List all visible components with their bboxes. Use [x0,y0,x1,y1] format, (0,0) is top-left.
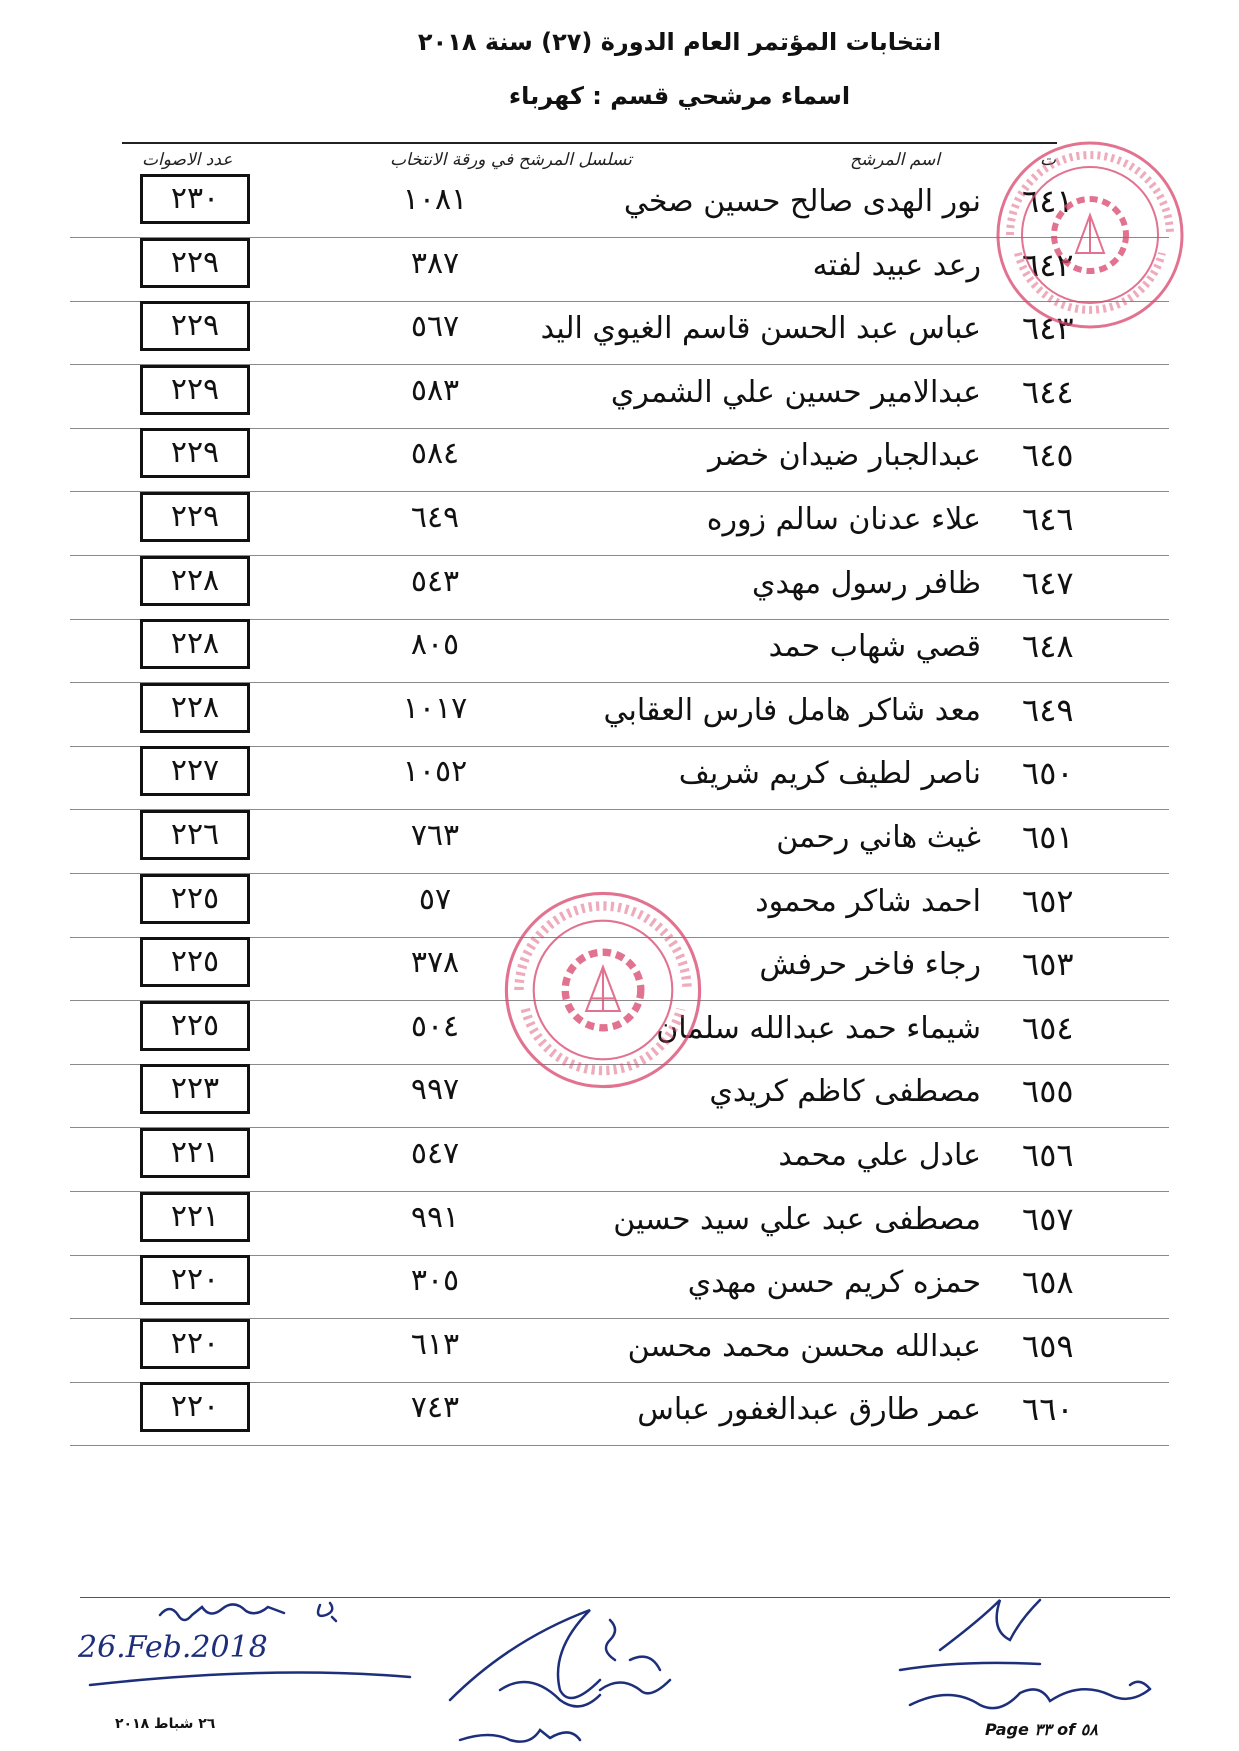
row-candidate-name: رعد عبيد لفته [812,247,981,283]
row-vote-count: ٢٢٩ [140,301,250,351]
table-row [0,613,1239,683]
table-row [0,1186,1239,1256]
table-row [0,1249,1239,1319]
row-vote-count: ٢٢٨ [140,683,250,733]
row-ballot-number: ٦١٣ [410,1326,460,1362]
row-ballot-number: ٣٧٨ [410,945,460,981]
row-ballot-number: ٥٦٧ [410,309,460,345]
row-candidate-name: عمر طارق عبدالغفور عباس [637,1392,981,1428]
row-candidate-name: احمد شاكر محمود [755,883,981,919]
row-vote-count: ٢٢٧ [140,746,250,796]
row-candidate-name: معد شاكر هامل فارس العقابي [603,692,981,728]
row-seq: ٦٤٣ [1022,309,1074,348]
table-row [0,1376,1239,1446]
row-seq: ٦٥٥ [1022,1072,1074,1111]
row-candidate-name: حمزه كريم حسن مهدي [687,1265,981,1301]
row-ballot-number: ٥٤٣ [410,563,460,599]
row-ballot-number: ٩٩٧ [410,1072,460,1108]
row-ballot-number: ١٠١٧ [402,690,468,726]
row-candidate-name: ظافر رسول مهدي [751,565,981,601]
row-vote-count: ٢٢٩ [140,492,250,542]
column-header-seq: ت [1040,150,1057,170]
official-seal-icon [990,135,1190,335]
row-candidate-name: رجاء فاخر حرفش [759,947,981,983]
table-row [0,550,1239,620]
row-ballot-number: ٧٦٣ [410,818,460,853]
row-candidate-name: شيماء حمد عبدالله سلمان [656,1010,981,1046]
row-vote-count: ٢٢٣ [140,1064,250,1114]
row-ballot-number: ١٠٥٢ [402,754,468,790]
column-header-ballot: تسلسل المرشح في ورقة الانتخاب [390,150,632,170]
row-ballot-number: ٥٧ [418,881,452,917]
row-vote-count: ٢٢١ [140,1192,250,1242]
row-seq: ٦٥٠ [1022,754,1074,793]
row-candidate-name: عباس عبد الحسن قاسم الغيوي اليد [540,311,981,347]
row-vote-count: ٢٢١ [140,1128,250,1178]
row-seq: ٦٥٢ [1022,881,1074,920]
table-row [0,804,1239,874]
row-candidate-name: قصي شهاب حمد [768,629,981,665]
row-candidate-name: عبدالامير حسين علي الشمري [610,374,981,410]
row-ballot-number: ٧٤٣ [410,1390,460,1426]
row-vote-count: ٢٣٠ [140,174,250,224]
row-seq: ٦٥٨ [1022,1263,1074,1302]
row-candidate-name: مصطفى كاظم كريدي [709,1074,981,1110]
row-ballot-number: ٥٠٤ [410,1008,460,1044]
row-ballot-number: ٨٠٥ [410,627,460,663]
row-seq: ٦٤٢ [1022,245,1074,284]
row-seq: ٦٤٦ [1022,500,1074,538]
row-vote-count: ٢٢٦ [140,810,250,860]
page-title: انتخابات المؤتمر العام الدورة (٢٧) سنة ٢٠١٨ [417,28,942,56]
official-seal-icon [498,885,708,1095]
table-row [0,1313,1239,1383]
row-seq: ٦٥٩ [1022,1326,1074,1365]
table-row [0,422,1239,492]
row-candidate-name: علاء عدنان سالم زوره [706,502,981,537]
row-seq: ٦٤٤ [1022,372,1074,411]
row-vote-count: ٢٢٩ [140,365,250,415]
row-candidate-name: عبدالله محسن محمد محسن [627,1328,981,1364]
row-seq: ٦٤٥ [1022,436,1074,475]
row-vote-count: ٢٢٩ [140,428,250,478]
row-ballot-number: ١٠٨١ [402,182,468,217]
row-seq: ٦٤٧ [1022,563,1074,602]
row-candidate-name: مصطفى عبد علي سيد حسين [613,1201,981,1237]
row-ballot-number: ٥٤٧ [410,1136,460,1171]
row-seq: ٦٦٠ [1022,1390,1074,1429]
table-row [0,740,1239,810]
signature-icon [70,1585,470,1705]
row-divider [70,1445,1169,1446]
table-row [0,677,1239,747]
page-subtitle: اسماء مرشحي قسم : كهرباء [508,82,851,110]
page-number: Page ٣٣ of ٥٨ [985,1720,1098,1739]
row-candidate-name: غيث هاني رحمن [776,820,981,855]
row-ballot-number: ٦٤٩ [410,500,460,535]
table-row [0,359,1239,429]
table-row [0,1122,1239,1192]
row-vote-count: ٢٢٥ [140,874,250,924]
row-vote-count: ٢٢٠ [140,1382,250,1432]
row-candidate-name: نور الهدى صالح حسين صخي [623,184,981,219]
row-vote-count: ٢٢٨ [140,619,250,669]
row-vote-count: ٢٢٠ [140,1255,250,1305]
row-seq: ٦٤١ [1022,182,1074,220]
row-seq: ٦٤٨ [1022,627,1074,666]
handwritten-date: 26.Feb.2018 [78,1630,268,1665]
row-candidate-name: ناصر لطيف كريم شريف [678,756,981,792]
row-seq: ٦٥٤ [1022,1008,1074,1047]
row-vote-count: ٢٢٥ [140,1001,250,1051]
footer-date: ٢٦ شباط ٢٠١٨ [115,1716,216,1732]
row-seq: ٦٥١ [1022,818,1074,856]
signature-icon [880,1590,1200,1720]
row-ballot-number: ٩٩١ [410,1199,460,1235]
row-vote-count: ٢٢٨ [140,556,250,606]
row-vote-count: ٢٢٠ [140,1319,250,1369]
row-candidate-name: عبدالجبار ضيدان خضر [707,438,981,474]
row-seq: ٦٥٣ [1022,945,1074,984]
row-vote-count: ٢٢٥ [140,937,250,987]
signature-icon [440,1590,740,1750]
row-ballot-number: ٥٨٤ [410,436,460,472]
column-header-votes: عدد الاصوات [142,150,233,170]
row-seq: ٦٤٩ [1022,690,1074,729]
row-seq: ٦٥٧ [1022,1199,1074,1238]
row-seq: ٦٥٦ [1022,1136,1074,1174]
row-ballot-number: ٣٨٧ [410,245,460,281]
table-row [0,486,1239,556]
column-header-name: اسم المرشح [850,150,941,170]
row-candidate-name: عادل علي محمد [778,1138,981,1173]
row-ballot-number: ٣٠٥ [410,1263,460,1299]
row-vote-count: ٢٢٩ [140,238,250,288]
row-ballot-number: ٥٨٣ [410,372,460,408]
